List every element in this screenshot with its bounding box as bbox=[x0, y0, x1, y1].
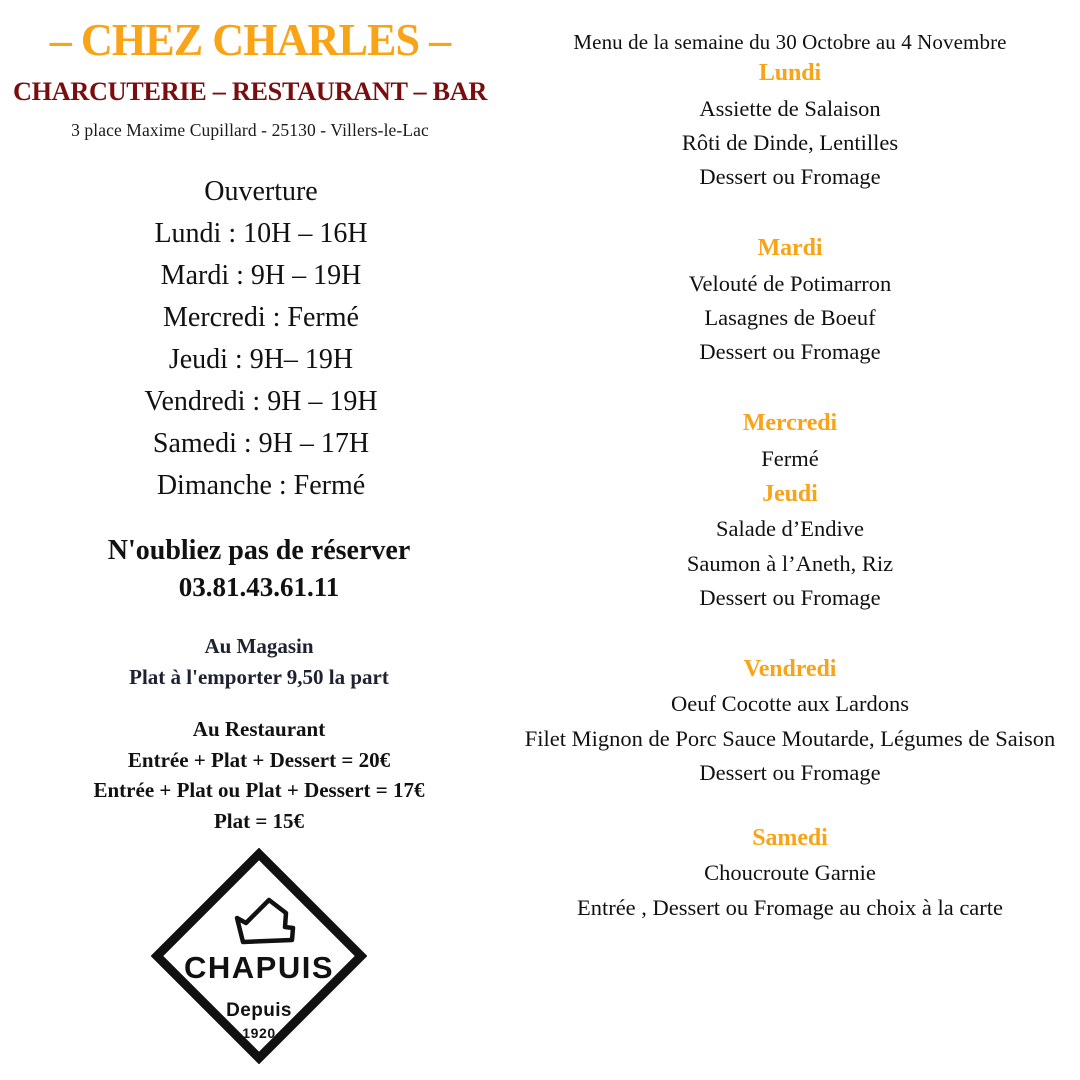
restaurant-price-line: Entrée + Plat ou Plat + Dessert = 17€ bbox=[93, 778, 425, 803]
menu-day-item: Oeuf Cocotte aux Lardons bbox=[670, 691, 910, 717]
opening-hours-block bbox=[0, 171, 500, 507]
reservation-phone-number[interactable]: 03.81.43.61.11 bbox=[178, 572, 340, 603]
shop-heading: Au Magasin bbox=[204, 634, 314, 659]
reservation-call-to-action: N'oubliez pas de réserver bbox=[107, 535, 411, 567]
menu-day-name: Samedi bbox=[752, 824, 828, 851]
menu-day-item: Assiette de Salaison bbox=[699, 95, 881, 121]
menu-day-item: Saumon à l’Aneth, Riz bbox=[686, 550, 894, 576]
opening-hours-heading: Ouverture bbox=[204, 176, 318, 208]
menu-day-item: Choucroute Garnie bbox=[704, 860, 876, 886]
menu-day-vendredi bbox=[500, 651, 1080, 790]
menu-day-lundi bbox=[500, 55, 1080, 194]
barn-house-icon bbox=[237, 900, 293, 942]
opening-hours-line: Lundi : 10H – 16H bbox=[154, 218, 368, 250]
menu-day-mercredi bbox=[500, 405, 1080, 476]
shop-price-line: Plat à l'emporter 9,50 la part bbox=[129, 664, 389, 689]
brand-subtitle: CHARCUTERIE – RESTAURANT – BAR bbox=[12, 76, 488, 107]
restaurant-price-line: Entrée + Plat + Dessert = 20€ bbox=[127, 747, 391, 772]
menu-day-item: Dessert ou Fromage bbox=[699, 759, 881, 785]
reservation-block bbox=[0, 533, 500, 605]
left-column bbox=[0, 0, 500, 1064]
menu-day-item: Lasagnes de Boeuf bbox=[704, 304, 876, 330]
chapuis-logo-name: CHAPUIS bbox=[183, 949, 335, 985]
spacer bbox=[500, 194, 1080, 230]
menu-day-samedi bbox=[500, 820, 1080, 925]
menu-day-item: Entrée , Dessert ou Fromage au choix à la carte bbox=[576, 894, 1004, 920]
menu-day-item: Dessert ou Fromage bbox=[699, 164, 881, 190]
chapuis-logo-svg bbox=[151, 848, 367, 1064]
menu-day-item: Rôti de Dinde, Lentilles bbox=[681, 129, 899, 155]
spacer bbox=[500, 790, 1080, 820]
menu-day-jeudi bbox=[500, 476, 1080, 615]
menu-day-name: Jeudi bbox=[762, 480, 818, 507]
menu-day-name: Mercredi bbox=[742, 410, 838, 437]
menu-day-name: Vendredi bbox=[743, 655, 837, 682]
chapuis-logo bbox=[0, 848, 500, 1064]
brand-title: – CHEZ CHARLES – bbox=[49, 14, 451, 65]
menu-day-item: Fermé bbox=[761, 445, 819, 471]
menu-day-mardi bbox=[500, 230, 1080, 369]
spacer bbox=[500, 615, 1080, 651]
opening-hours-line: Jeudi : 9H– 19H bbox=[168, 344, 354, 376]
menu-day-name: Mardi bbox=[757, 235, 823, 262]
restaurant-heading: Au Restaurant bbox=[192, 717, 326, 742]
restaurant-offer-block bbox=[0, 714, 500, 836]
menu-day-item: Salade d’Endive bbox=[715, 516, 865, 542]
right-column bbox=[500, 0, 1080, 925]
opening-hours-line: Samedi : 9H – 17H bbox=[152, 428, 370, 460]
shop-offer-block bbox=[0, 631, 500, 692]
spacer bbox=[500, 369, 1080, 405]
opening-hours-line: Mardi : 9H – 19H bbox=[160, 260, 362, 292]
menu-day-item: Velouté de Potimarron bbox=[688, 270, 892, 296]
chapuis-logo-since-label: Depuis bbox=[226, 999, 292, 1021]
menu-day-item: Filet Mignon de Porc Sauce Moutarde, Légumes de Saison bbox=[524, 725, 1056, 751]
chapuis-logo-since-year: 1920 bbox=[242, 1024, 276, 1041]
menu-day-item: Dessert ou Fromage bbox=[699, 339, 881, 365]
menu-day-name: Lundi bbox=[758, 60, 822, 87]
opening-hours-line: Mercredi : Fermé bbox=[163, 302, 359, 334]
brand-address: 3 place Maxime Cupillard - 25130 - Villers-le-Lac bbox=[71, 120, 429, 141]
opening-hours-line: Vendredi : 9H – 19H bbox=[144, 386, 378, 418]
menu-day-item: Dessert ou Fromage bbox=[699, 584, 881, 610]
menu-week-label: Menu de la semaine du 30 Octobre au 4 Novembre bbox=[573, 30, 1007, 54]
opening-hours-line: Dimanche : Fermé bbox=[156, 470, 366, 502]
restaurant-price-line: Plat = 15€ bbox=[213, 808, 305, 833]
